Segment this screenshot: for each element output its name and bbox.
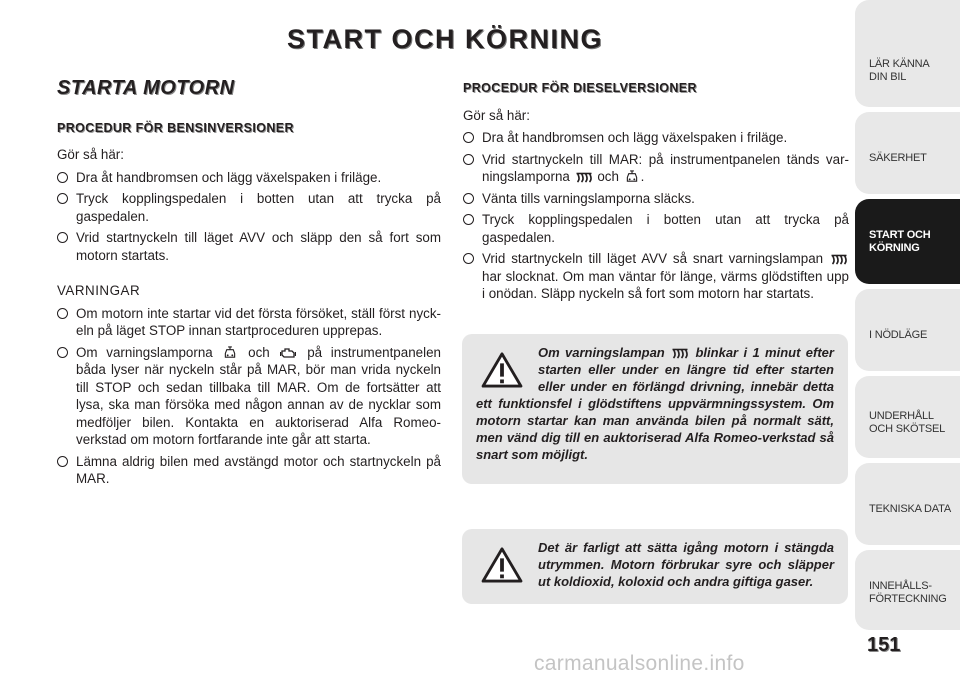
bullet-icon	[57, 456, 68, 467]
bullet-icon	[463, 193, 474, 204]
bullet-icon	[57, 232, 68, 243]
petrol-steps-list	[57, 169, 441, 265]
tab-i-nodlage[interactable]	[855, 289, 960, 371]
list-item: Vrid startnyckeln till MAR: på instrumentpanelen tänds var-ningslamporna och .	[463, 151, 849, 186]
tab-label: LÄR KÄNNA	[869, 58, 930, 70]
tab-label: OCH SKÖTSEL	[869, 423, 946, 435]
warning-box-enclosed-spaces: Det är farligt att sätta igång motorn i stängda utrymmen. Motorn förbrukar syre och släpper ut koldioxid, koloxid och andra giftiga gaser.	[462, 529, 848, 604]
subheading-petrol: PROCEDUR FÖR BENSINVERSIONER	[57, 120, 294, 135]
bullet-icon	[463, 253, 474, 264]
tab-label: UNDERHÅLL	[869, 410, 934, 422]
tab-lar-kanna-din-bil[interactable]	[855, 0, 960, 107]
engine-failure-icon	[280, 347, 296, 359]
car-key-icon	[223, 346, 237, 359]
list-item: Om motorn inte startar vid det första försöket, ställ först nyck-eln på läget STOP innan startproceduren upprepas.	[57, 305, 441, 340]
glow-plug-icon	[576, 172, 592, 183]
tab-label: DIN BIL	[869, 71, 907, 83]
bullet-icon	[57, 193, 68, 204]
list-item: Dra åt handbromsen och lägg växelspaken i friläge.	[57, 169, 441, 187]
list-item: Vrid startnyckeln till läget AVV så snart varningslampan har slocknat. Om man väntar för länge, värms glödstiften upp i onödan. Släpp nyckeln så fort som motorn har startats.	[463, 250, 849, 303]
tab-label: KÖRNING	[869, 242, 920, 254]
subheading-diesel: PROCEDUR FÖR DIESELVERSIONER	[463, 81, 697, 95]
tab-underhall-och-skotsel[interactable]	[855, 376, 960, 458]
section-title-start-engine: STARTA MOTORN	[57, 77, 235, 99]
intro-text: Gör så här:	[57, 147, 124, 162]
watermark: carmanualsonline.info	[534, 652, 745, 675]
tab-label: INNEHÅLLS-	[869, 580, 932, 592]
tab-sakerhet[interactable]	[855, 112, 960, 194]
tab-innehallsforteckning[interactable]	[855, 550, 960, 630]
bullet-icon	[463, 132, 474, 143]
bullet-icon	[57, 347, 68, 358]
notes-heading: VARNINGAR	[57, 283, 141, 298]
tab-label: I NÖDLÄGE	[869, 329, 928, 341]
warning-triangle-icon	[480, 547, 524, 583]
tab-tekniska-data[interactable]	[855, 463, 960, 545]
list-item: Vrid startnyckeln till läget AVV och släpp den så fort som motorn startats.	[57, 229, 441, 264]
right-column	[463, 80, 849, 307]
glow-plug-icon	[672, 348, 688, 359]
page-title: START OCH KÖRNING	[287, 24, 603, 54]
warning-box-glow-plug: Om varningslampan blinkar i 1 minut efter starten eller under en längre tid efter starten eller under en förlängd drivning, innebär detta ett funktionsfel i glödstiftens uppvärmningssystem. Om motorn startar kan man använda bilen på normalt sätt, men vänd dig till en auktoriserad Alfa Romeo-verkstad så snart som möjligt.	[462, 334, 848, 484]
warning-triangle-icon	[480, 352, 524, 388]
list-item: Tryck kopplingspedalen i botten utan att trycka på gaspedalen.	[57, 190, 441, 225]
bullet-icon	[57, 308, 68, 319]
list-item: Tryck kopplingspedalen i botten utan att trycka på gaspedalen.	[463, 211, 849, 246]
left-column	[57, 78, 441, 492]
list-item: Dra åt handbromsen och lägg växelspaken i friläge.	[463, 129, 849, 147]
tab-label: FÖRTECKNING	[869, 593, 947, 605]
diesel-steps-list	[463, 129, 849, 303]
list-item: Om varningslamporna och på instrumentpanelen båda lyser när nyckeln står på MAR, bör man vrida nyckeln till STOP och sedan tillbaka till MAR. Om de fortsätter att lysa, ska man försöka med någon annan av de nycklar som medföljer bilen. Kontakta en auktoriserad Alfa Romeo-verkstad om motorn fortfarande inte går att starta.	[57, 344, 441, 449]
bullet-icon	[57, 172, 68, 183]
list-item: Lämna aldrig bilen med avstängd motor och startnyckeln på MAR.	[57, 453, 441, 488]
glow-plug-icon	[831, 254, 847, 265]
bullet-icon	[463, 214, 474, 225]
notes-list	[57, 305, 441, 488]
car-key-icon	[625, 170, 639, 183]
bullet-icon	[463, 154, 474, 165]
intro-text: Gör så här:	[463, 107, 530, 123]
tab-start-och-korning[interactable]	[855, 199, 960, 284]
tab-label: TEKNISKA DATA	[869, 503, 951, 515]
list-item: Vänta tills varningslamporna släcks.	[463, 190, 849, 208]
tab-label: SÄKERHET	[869, 152, 927, 164]
tab-label: START OCH	[869, 229, 931, 241]
page-number: 151	[867, 634, 901, 656]
